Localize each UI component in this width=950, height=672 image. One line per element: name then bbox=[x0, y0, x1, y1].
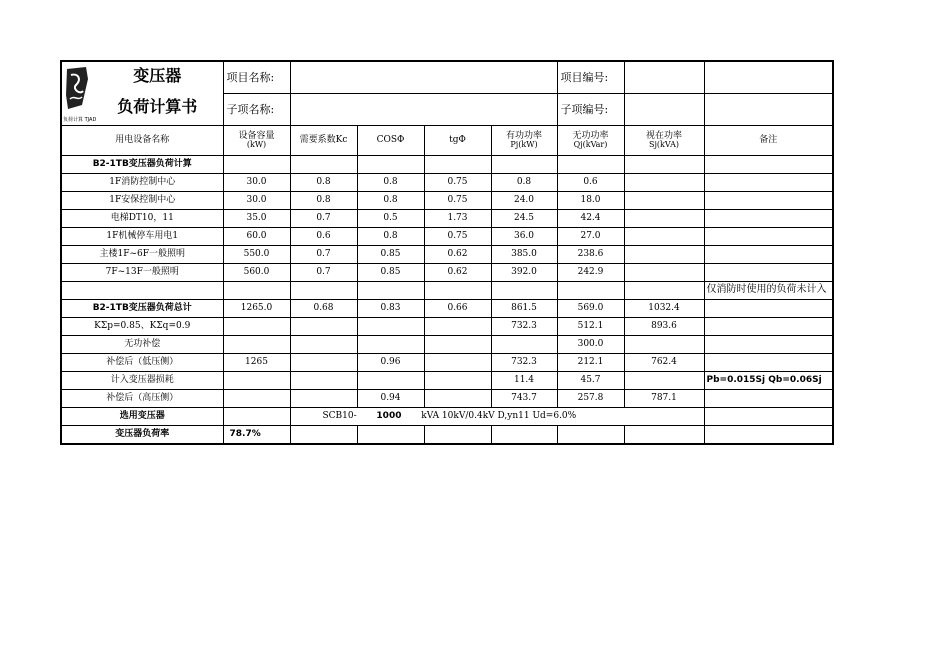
summary-row-kc[interactable] bbox=[290, 318, 357, 336]
total-tg[interactable]: 0.66 bbox=[424, 300, 491, 318]
summary-row-name: KΣp=0.85、KΣq=0.9 bbox=[61, 318, 223, 336]
cell[interactable] bbox=[357, 156, 424, 174]
transformer-spec-cell[interactable] bbox=[290, 408, 704, 426]
summary-row-q[interactable]: 212.1 bbox=[557, 354, 624, 372]
device-row-s[interactable] bbox=[624, 264, 704, 282]
summary-row-p[interactable]: 743.7 bbox=[491, 390, 557, 408]
section-title: B2-1TB变压器负荷计算 bbox=[61, 156, 223, 174]
summary-row-s[interactable]: 893.6 bbox=[624, 318, 704, 336]
total-q[interactable]: 569.0 bbox=[557, 300, 624, 318]
device-row-kc[interactable]: 0.6 bbox=[290, 228, 357, 246]
transformer-row bbox=[61, 408, 833, 426]
summary-row-q[interactable]: 45.7 bbox=[557, 372, 624, 390]
device-row-q[interactable]: 242.9 bbox=[557, 264, 624, 282]
column-header-row bbox=[61, 126, 833, 156]
device-row-p[interactable]: 0.8 bbox=[491, 174, 557, 192]
summary-row-kc[interactable] bbox=[290, 336, 357, 354]
device-row-p[interactable]: 24.5 bbox=[491, 210, 557, 228]
summary-row-s[interactable] bbox=[624, 372, 704, 390]
summary-row-q[interactable]: 512.1 bbox=[557, 318, 624, 336]
tjad-logo-icon bbox=[64, 65, 90, 113]
device-row-cap[interactable]: 550.0 bbox=[223, 246, 290, 264]
load-calculation-sheet bbox=[60, 60, 834, 445]
device-row-name: 电梯DT10，11 bbox=[61, 210, 223, 228]
summary-row-note[interactable] bbox=[704, 336, 833, 354]
summary-row-s[interactable]: 787.1 bbox=[624, 390, 704, 408]
summary-row-p[interactable]: 732.3 bbox=[491, 318, 557, 336]
device-row-s[interactable] bbox=[624, 228, 704, 246]
device-row bbox=[61, 246, 833, 264]
load-rate-row bbox=[61, 426, 833, 445]
sub-no-label: 子项编号: bbox=[557, 94, 624, 126]
col-header-reactive-power: 无功功率 Qj(kVar) bbox=[557, 126, 624, 156]
summary-row-cos[interactable] bbox=[357, 318, 424, 336]
device-row-tg[interactable]: 0.62 bbox=[424, 246, 491, 264]
summary-row-tg[interactable] bbox=[424, 390, 491, 408]
device-row-kc[interactable]: 0.8 bbox=[290, 192, 357, 210]
total-row bbox=[61, 300, 833, 318]
summary-row-cap[interactable] bbox=[223, 390, 290, 408]
device-row-p[interactable]: 36.0 bbox=[491, 228, 557, 246]
logo-caption: 负荷计算 TJAD bbox=[63, 116, 97, 123]
header-blank-2 bbox=[704, 94, 833, 126]
summary-row-tg[interactable] bbox=[424, 336, 491, 354]
transformer-label: 选用变压器 bbox=[61, 408, 223, 426]
device-row-kc[interactable]: 0.7 bbox=[290, 210, 357, 228]
sub-no-value[interactable] bbox=[624, 94, 704, 126]
summary-row-kc[interactable] bbox=[290, 354, 357, 372]
summary-row-p[interactable]: 11.4 bbox=[491, 372, 557, 390]
summary-row-note[interactable] bbox=[704, 390, 833, 408]
transformer-spec: kVA 10kV/0.4kV D,yn11 Ud=6.0% bbox=[421, 410, 577, 421]
device-row-s[interactable] bbox=[624, 174, 704, 192]
device-row-cap[interactable] bbox=[223, 282, 290, 300]
device-row bbox=[61, 228, 833, 246]
load-rate-label: 变压器负荷率 bbox=[61, 426, 223, 445]
summary-row-tg[interactable] bbox=[424, 354, 491, 372]
summary-row-name: 补偿后（低压侧） bbox=[61, 354, 223, 372]
summary-row-s[interactable] bbox=[624, 336, 704, 354]
device-row-q[interactable]: 42.4 bbox=[557, 210, 624, 228]
device-row-tg[interactable]: 0.75 bbox=[424, 228, 491, 246]
transformer-model: SCB10- bbox=[322, 410, 357, 421]
device-row-name: 7F~13F一般照明 bbox=[61, 264, 223, 282]
col-header-active-power: 有功功率 Pj(kW) bbox=[491, 126, 557, 156]
device-row-q[interactable]: 0.6 bbox=[557, 174, 624, 192]
device-row-q[interactable]: 18.0 bbox=[557, 192, 624, 210]
summary-row-name: 补偿后（高压侧） bbox=[61, 390, 223, 408]
device-row-tg[interactable]: 0.75 bbox=[424, 174, 491, 192]
transformer-note[interactable] bbox=[704, 408, 833, 426]
summary-row-q[interactable]: 300.0 bbox=[557, 336, 624, 354]
device-row-tg[interactable]: 0.75 bbox=[424, 192, 491, 210]
cell[interactable] bbox=[424, 156, 491, 174]
project-no-label: 项目编号: bbox=[557, 61, 624, 94]
device-row-note[interactable] bbox=[704, 192, 833, 210]
col-header-note: 备注 bbox=[704, 126, 833, 156]
sheet-title-transformer: 变压器 bbox=[133, 66, 182, 85]
summary-row bbox=[61, 354, 833, 372]
total-note[interactable] bbox=[704, 300, 833, 318]
summary-row-s[interactable]: 762.4 bbox=[624, 354, 704, 372]
summary-row bbox=[61, 372, 833, 390]
summary-row-cap[interactable] bbox=[223, 318, 290, 336]
device-row-tg[interactable]: 0.62 bbox=[424, 264, 491, 282]
device-row-cap[interactable]: 560.0 bbox=[223, 264, 290, 282]
total-p[interactable]: 861.5 bbox=[491, 300, 557, 318]
device-row-name bbox=[61, 282, 223, 300]
device-row-cos[interactable] bbox=[357, 282, 424, 300]
col-header-name: 用电设备名称 bbox=[61, 126, 223, 156]
device-row-cos[interactable]: 0.85 bbox=[357, 264, 424, 282]
cell[interactable] bbox=[357, 426, 424, 445]
sub-name-label: 子项名称: bbox=[223, 94, 290, 126]
project-name-label: 项目名称: bbox=[223, 61, 290, 94]
device-row-kc[interactable]: 0.7 bbox=[290, 264, 357, 282]
summary-row-note[interactable] bbox=[704, 318, 833, 336]
device-row-cos[interactable]: 0.8 bbox=[357, 192, 424, 210]
summary-row-kc[interactable] bbox=[290, 390, 357, 408]
device-row-cap[interactable]: 60.0 bbox=[223, 228, 290, 246]
project-no-value[interactable] bbox=[624, 61, 704, 94]
cell[interactable] bbox=[223, 156, 290, 174]
col-header-kc: 需要系数Kc bbox=[290, 126, 357, 156]
device-row-name: 1F消防控制中心 bbox=[61, 174, 223, 192]
summary-row-name: 计入变压器损耗 bbox=[61, 372, 223, 390]
summary-row-cap[interactable] bbox=[223, 336, 290, 354]
header-blank-1 bbox=[704, 61, 833, 94]
device-row-p[interactable]: 392.0 bbox=[491, 264, 557, 282]
summary-row-kc[interactable] bbox=[290, 372, 357, 390]
device-row bbox=[61, 264, 833, 282]
device-row-note[interactable] bbox=[704, 246, 833, 264]
device-row-kc[interactable] bbox=[290, 282, 357, 300]
sheet-title-load-calc: 负荷计算书 bbox=[117, 97, 198, 116]
device-row-note[interactable]: 仅消防时使用的负荷未计入 bbox=[704, 282, 833, 300]
summary-row bbox=[61, 336, 833, 354]
device-row bbox=[61, 192, 833, 210]
device-row-note[interactable] bbox=[704, 264, 833, 282]
cell[interactable] bbox=[624, 156, 704, 174]
cell[interactable] bbox=[424, 426, 491, 445]
summary-row-q[interactable]: 257.8 bbox=[557, 390, 624, 408]
summary-row-note[interactable] bbox=[704, 354, 833, 372]
cell[interactable] bbox=[491, 156, 557, 174]
col-header-apparent-power: 视在功率 Sj(kVA) bbox=[624, 126, 704, 156]
summary-row-tg[interactable] bbox=[424, 372, 491, 390]
device-row-note[interactable] bbox=[704, 174, 833, 192]
device-row-name: 主楼1F~6F一般照明 bbox=[61, 246, 223, 264]
summary-row-cos[interactable] bbox=[357, 336, 424, 354]
cell[interactable] bbox=[704, 426, 833, 445]
device-row-cap[interactable]: 35.0 bbox=[223, 210, 290, 228]
summary-row-name: 无功补偿 bbox=[61, 336, 223, 354]
device-row-q[interactable] bbox=[557, 282, 624, 300]
load-rate-value[interactable]: 78.7% bbox=[223, 426, 290, 445]
total-s[interactable]: 1032.4 bbox=[624, 300, 704, 318]
cell[interactable] bbox=[557, 426, 624, 445]
device-row-kc[interactable]: 0.7 bbox=[290, 246, 357, 264]
sub-name-value[interactable] bbox=[290, 94, 557, 126]
summary-row-cos[interactable] bbox=[357, 372, 424, 390]
cell[interactable] bbox=[557, 156, 624, 174]
col-header-tg: tgΦ bbox=[424, 126, 491, 156]
summary-row-cos[interactable]: 0.96 bbox=[357, 354, 424, 372]
cell[interactable] bbox=[290, 426, 357, 445]
total-cos[interactable]: 0.83 bbox=[357, 300, 424, 318]
total-capacity[interactable]: 1265.0 bbox=[223, 300, 290, 318]
device-row-s[interactable] bbox=[624, 192, 704, 210]
device-row-s[interactable] bbox=[624, 282, 704, 300]
title-block bbox=[61, 61, 223, 126]
device-row-p[interactable]: 385.0 bbox=[491, 246, 557, 264]
device-row-cap[interactable]: 30.0 bbox=[223, 174, 290, 192]
device-row-s[interactable] bbox=[624, 210, 704, 228]
transformer-capacity: 1000 bbox=[376, 410, 402, 421]
device-row bbox=[61, 282, 833, 300]
device-row-name: 1F机械停车用电1 bbox=[61, 228, 223, 246]
summary-row bbox=[61, 390, 833, 408]
device-row-cap[interactable]: 30.0 bbox=[223, 192, 290, 210]
summary-row-note[interactable]: Pb=0.015Sj Qb=0.06Sj bbox=[704, 372, 833, 390]
device-rows bbox=[61, 174, 833, 300]
device-row-tg[interactable]: 1.73 bbox=[424, 210, 491, 228]
col-header-cos: COSΦ bbox=[357, 126, 424, 156]
device-row-q[interactable]: 27.0 bbox=[557, 228, 624, 246]
summary-row bbox=[61, 318, 833, 336]
summary-rows bbox=[61, 318, 833, 408]
summary-row-p[interactable]: 732.3 bbox=[491, 354, 557, 372]
cell[interactable] bbox=[624, 426, 704, 445]
project-name-value[interactable] bbox=[290, 61, 557, 94]
summary-row-cos[interactable]: 0.94 bbox=[357, 390, 424, 408]
device-row bbox=[61, 210, 833, 228]
device-row-name: 1F安保控制中心 bbox=[61, 192, 223, 210]
summary-row-tg[interactable] bbox=[424, 318, 491, 336]
device-row-p[interactable]: 24.0 bbox=[491, 192, 557, 210]
device-row-s[interactable] bbox=[624, 246, 704, 264]
device-row-note[interactable] bbox=[704, 210, 833, 228]
cell[interactable] bbox=[491, 426, 557, 445]
transformer-blank[interactable] bbox=[223, 408, 290, 426]
device-row bbox=[61, 174, 833, 192]
col-header-capacity: 设备容量 (kW) bbox=[223, 126, 290, 156]
summary-row-p[interactable] bbox=[491, 336, 557, 354]
total-kc[interactable]: 0.68 bbox=[290, 300, 357, 318]
device-row-cos[interactable]: 0.5 bbox=[357, 210, 424, 228]
device-row-tg[interactable] bbox=[424, 282, 491, 300]
device-row-note[interactable] bbox=[704, 228, 833, 246]
device-row-cos[interactable]: 0.85 bbox=[357, 246, 424, 264]
summary-row-cap[interactable] bbox=[223, 372, 290, 390]
cell[interactable] bbox=[290, 156, 357, 174]
summary-row-cap[interactable]: 1265 bbox=[223, 354, 290, 372]
device-row-kc[interactable]: 0.8 bbox=[290, 174, 357, 192]
device-row-cos[interactable]: 0.8 bbox=[357, 174, 424, 192]
device-row-cos[interactable]: 0.8 bbox=[357, 228, 424, 246]
total-name: B2-1TB变压器负荷总计 bbox=[61, 300, 223, 318]
device-row-q[interactable]: 238.6 bbox=[557, 246, 624, 264]
device-row-p[interactable] bbox=[491, 282, 557, 300]
cell[interactable] bbox=[704, 156, 833, 174]
